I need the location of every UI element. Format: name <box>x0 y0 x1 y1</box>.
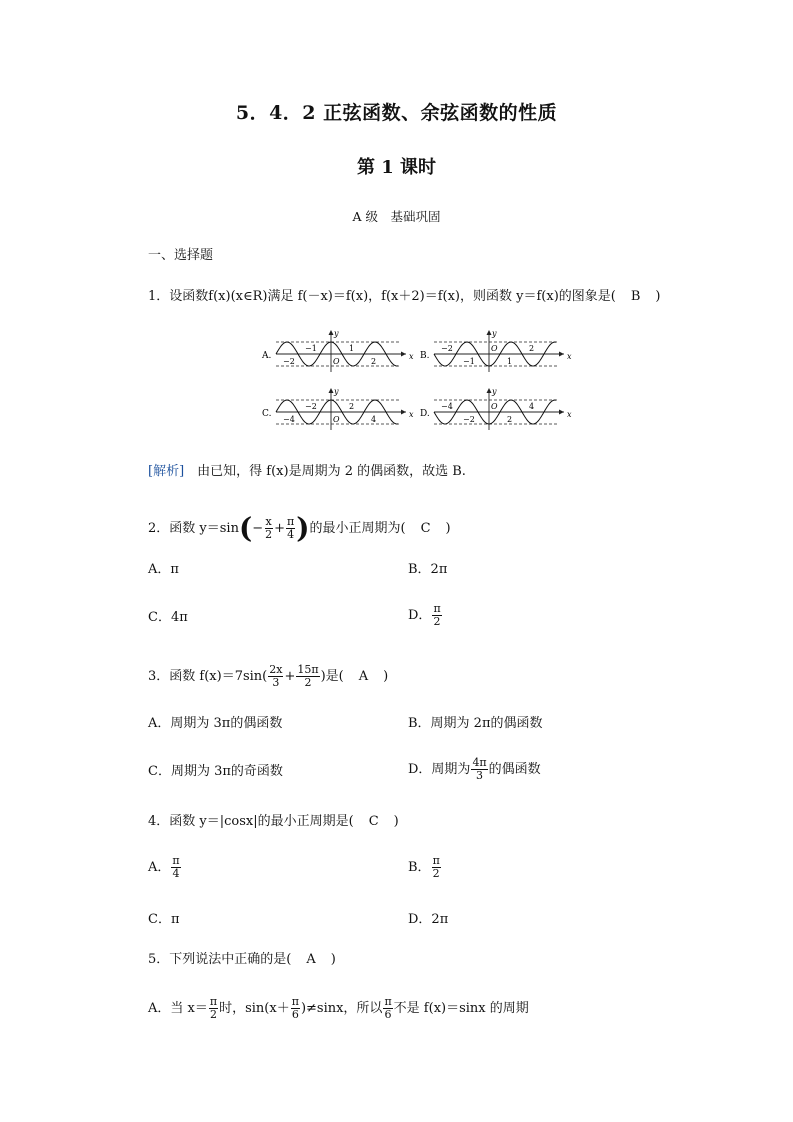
fraction: $\frac{\pi}{6}$ <box>291 995 299 1021</box>
fraction: $\frac{\pi}{4}$ <box>172 854 180 880</box>
q2-prefix: 2．函数 y＝sin <box>148 521 239 536</box>
tick-label: O <box>491 402 498 411</box>
q5-answer: A <box>306 952 316 967</box>
graph-label: C. <box>262 409 272 419</box>
q5-option-a: A．当 x＝ $\frac{\pi}{2}$ 时，sin(x＋ $\frac{\pi}{6}$ )≠sinx，所以 $\frac{\pi}{6}$ 不是 f(x)＝sinx 的周期 <box>148 995 529 1021</box>
q4-option-b: B． $\frac{\pi}{2}$ <box>408 854 440 880</box>
q3-option-c: C．周期为 3π的奇函数 <box>148 764 283 779</box>
tick-label: −4 <box>441 402 453 411</box>
y-axis-arrow <box>329 330 334 335</box>
x-axis-label: x <box>567 410 572 419</box>
tick-label: 4 <box>529 402 535 411</box>
tick-label: −1 <box>305 344 317 353</box>
x-axis-arrow <box>559 352 564 357</box>
q1-suffix: ) <box>642 289 661 304</box>
right-paren: ) <box>296 511 310 545</box>
q2-answer: C <box>420 521 431 536</box>
tick-label: 1 <box>349 344 355 353</box>
fraction: $\frac{\pi}{6}$ <box>384 995 392 1021</box>
q3-option-a: A．周期为 3π的偶函数 <box>148 716 283 731</box>
question-1 <box>148 288 660 306</box>
question-4: 4．函数 y＝|cosx|的最小正周期是( C ) <box>148 814 399 829</box>
analysis-tag: [解析] <box>148 464 185 479</box>
level-heading: A 级 基础巩固 <box>352 209 441 224</box>
q3-option-b: B．周期为 2π的偶函数 <box>408 716 543 731</box>
fraction: $\frac{4\pi}{3}$ <box>472 756 487 782</box>
x-axis-label: x <box>409 410 414 419</box>
fraction: $\frac{\pi}{2}$ <box>209 995 218 1021</box>
graph-option-b <box>420 329 572 372</box>
graph-label: A. <box>262 351 272 361</box>
graph-label: B. <box>420 351 430 361</box>
y-axis-label: y <box>334 387 339 396</box>
y-axis-arrow <box>329 388 334 393</box>
question-5: 5．下列说法中正确的是( A ) <box>148 952 336 967</box>
q1-stem: f(x)(x∈R)满足 f(－x)＝f(x)，f(x＋2)＝f(x)，则函数 y＝f(x)的图象是( <box>208 289 629 304</box>
y-axis-label: y <box>492 387 497 396</box>
q1-graph-options <box>262 326 572 434</box>
q2-option-b: B．2π <box>408 562 448 577</box>
tick-label: 1 <box>507 357 513 366</box>
analysis-text: 由已知，得 f(x)是周期为 2 的偶函数，故选 B. <box>184 464 466 479</box>
tick-label: −2 <box>305 402 317 411</box>
x-axis-label: x <box>567 352 572 361</box>
q1-analysis <box>148 463 466 481</box>
x-axis-arrow <box>401 352 406 357</box>
graph-label: D. <box>420 409 430 419</box>
graph-option-a <box>261 329 414 372</box>
tick-label: 2 <box>507 415 513 424</box>
tick-label: 2 <box>371 357 377 366</box>
fraction: $\frac{15\pi}{2}$ <box>297 663 319 689</box>
left-paren: ( <box>238 511 253 545</box>
q4-answer: C <box>368 814 379 829</box>
q2-option-d: D． $\frac{\pi}{2}$ <box>408 602 441 628</box>
y-axis-label: y <box>334 329 339 338</box>
question-3: 3．函数 f(x)＝7sin( $\frac{2x}{3}$ + $\frac{15\pi}{2}$ )是( A ) <box>148 663 389 689</box>
lesson-subtitle: 第 1 课时 <box>356 157 437 178</box>
fraction: $\frac{\pi}{4}$ <box>287 515 295 541</box>
tick-label: O <box>491 344 498 353</box>
graph-option-c <box>262 387 414 430</box>
tick-label: O <box>333 357 340 366</box>
x-axis-arrow <box>559 410 564 415</box>
fraction: $\frac{\pi}{2}$ <box>433 602 441 628</box>
y-axis-arrow <box>487 388 492 393</box>
q1-answer: B <box>630 289 641 304</box>
tick-label: 2 <box>349 402 355 411</box>
q4-option-d: D．2π <box>408 912 449 927</box>
tick-label: −1 <box>463 357 475 366</box>
tick-label: 2 <box>529 344 535 353</box>
tick-label: −2 <box>441 344 453 353</box>
tick-label: −2 <box>463 415 475 424</box>
page-title: 5．4．2 正弦函数、余弦函数的性质 <box>235 102 558 124</box>
fraction: $\frac{x}{2}$ <box>265 515 273 541</box>
tick-label: 4 <box>371 415 377 424</box>
q4-option-a: A． $\frac{\pi}{4}$ <box>148 854 180 880</box>
x-axis-label: x <box>409 352 414 361</box>
graph-option-d <box>420 387 572 430</box>
q1-prefix: 1．设函数 <box>148 289 209 304</box>
tick-label: −4 <box>283 415 295 424</box>
fraction: $\frac{\pi}{2}$ <box>432 854 440 880</box>
question-2: 2．函数 y＝sin(− $\frac{x}{2}$ + $\frac{\pi}{4}$ )的最小正周期为( C ) <box>148 511 451 545</box>
tick-label: O <box>333 415 340 424</box>
section-heading: 一、选择题 <box>148 248 214 263</box>
y-axis-arrow <box>487 330 492 335</box>
q3-answer: A <box>358 669 369 684</box>
fraction: $\frac{2x}{3}$ <box>269 663 283 689</box>
y-axis-label: y <box>492 329 497 338</box>
q4-option-c: C．π <box>148 912 180 927</box>
q2-option-a: A．π <box>148 562 179 577</box>
q3-option-d: D．周期为 $\frac{4\pi}{3}$ 的偶函数 <box>408 756 541 782</box>
q2-option-c: C．4π <box>148 610 188 625</box>
x-axis-arrow <box>401 410 406 415</box>
tick-label: −2 <box>283 357 295 366</box>
